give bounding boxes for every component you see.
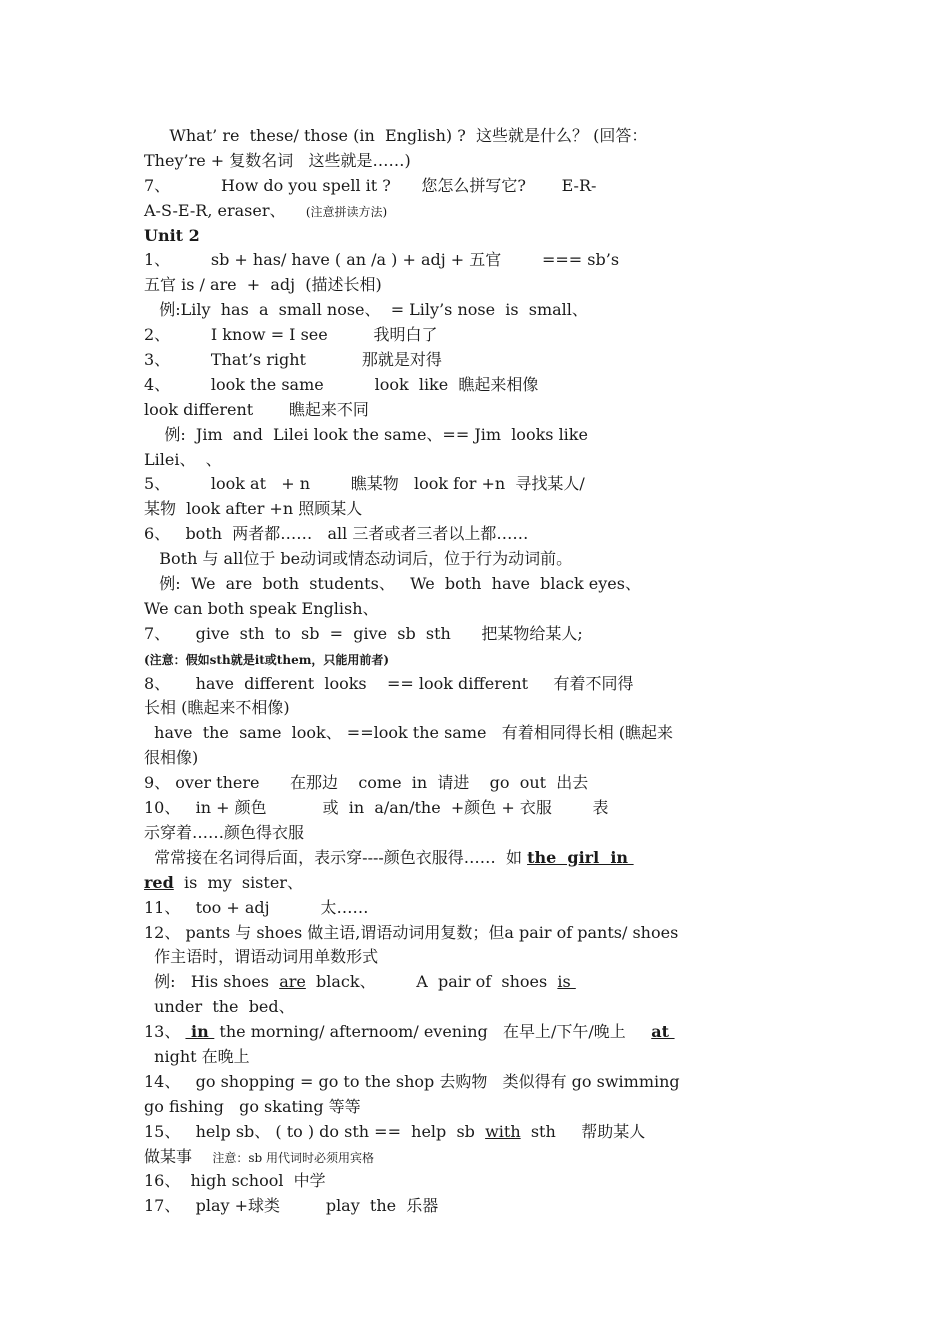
text-segment: 示穿着……颜色得衣服: [144, 822, 305, 842]
text-segment: (注意拼读方法): [305, 204, 388, 219]
text-segment: 8、 have different looks == look different 有着不同得: [144, 673, 634, 693]
text-line: [144, 174, 808, 199]
text-segment: 16、 high school 中学: [144, 1171, 326, 1191]
text-segment: night 在晚上: [144, 1046, 250, 1066]
text-segment: 例:Lily has a small nose、 = Lily’s nose is small、: [144, 300, 588, 320]
text-line: [144, 622, 808, 647]
text-segment: 6、 both 两者都…… all 三者或者三者以上都……: [144, 524, 529, 544]
text-segment: 15、 help sb、 ( to ) do sth == help sb: [144, 1121, 486, 1141]
text-segment: 4、 look the same look like 瞧起来相像: [144, 374, 539, 394]
text-segment: is my sister、: [173, 872, 303, 892]
text-line: [144, 224, 808, 249]
text-line: [144, 1095, 808, 1120]
text-segment: 例: His shoes: [144, 972, 280, 992]
text-segment: 7、 give sth to sb = give sb sth 把某物给某人;: [144, 623, 583, 643]
text-segment: go fishing go skating 等等: [144, 1096, 361, 1116]
text-segment: the girl in: [527, 847, 634, 867]
text-segment: 五官 is / are + adj (描述长相): [144, 275, 382, 295]
text-segment: at: [651, 1022, 675, 1042]
text-line: [144, 547, 808, 572]
text-segment: 常常接在名词得后面，表示穿----颜色衣服得…… 如: [144, 847, 528, 867]
text-segment: 2、 I know = I see 我明白了: [144, 325, 438, 345]
text-segment: 注意：sb 用代词时必须用宾格: [212, 1150, 375, 1165]
text-line: [144, 472, 808, 497]
text-segment: What’ re these/ those (in English) ? 这些就是什么？ (回答：: [144, 126, 648, 145]
text-line: [144, 945, 808, 970]
document-body: [144, 124, 808, 1219]
text-line: [144, 497, 808, 522]
text-segment: 13、: [144, 1022, 186, 1042]
text-segment: 12、 pants 与 shoes 做主语,谓语动词用复数；但a pair of pants/ shoes: [144, 922, 679, 942]
text-line: [144, 1169, 808, 1194]
text-line: [144, 298, 808, 323]
text-segment: (注意：假如sth就是it或them，只能用前者): [144, 652, 390, 667]
text-line: [144, 647, 808, 672]
text-line: [144, 796, 808, 821]
text-line: [144, 896, 808, 921]
text-segment: 9、 over there 在那边 come in 请进 go out 出去: [144, 773, 589, 793]
text-segment: 1、 sb + has/ have ( an /a ) + adj + 五官 === sb’s: [144, 250, 620, 270]
text-segment: 长相 (瞧起来不相像): [144, 698, 290, 718]
text-line: [144, 248, 808, 273]
text-segment: red: [144, 872, 174, 892]
text-segment: with: [485, 1121, 521, 1141]
text-line: [144, 1020, 808, 1045]
text-line: [144, 423, 808, 448]
text-segment: the morning/ afternoom/ evening 在早上/下午/晚上: [214, 1022, 652, 1042]
text-segment: 某物 look after +n 照顾某人: [144, 499, 363, 519]
text-line: [144, 721, 808, 746]
text-line: [144, 1194, 808, 1219]
text-line: [144, 522, 808, 547]
text-segment: Lilei、 、: [144, 449, 222, 469]
text-segment: black、 A pair of shoes: [305, 972, 558, 992]
text-line: [144, 572, 808, 597]
text-segment: 很相像): [144, 748, 199, 768]
text-line: [144, 348, 808, 373]
text-segment: 做某事: [144, 1146, 213, 1166]
text-line: [144, 846, 808, 871]
text-segment: have the same look、 ==look the same 有着相同得长相 (瞧起来: [144, 723, 674, 743]
text-line: [144, 1070, 808, 1095]
text-segment: Unit 2: [144, 225, 200, 245]
text-line: [144, 199, 808, 224]
text-segment: A-S-E-R, eraser、: [144, 200, 306, 220]
text-segment: 10、 in + 颜色 或 in a/an/the +颜色 + 衣服 表: [144, 798, 609, 818]
text-segment: is: [557, 972, 576, 992]
text-line: [144, 696, 808, 721]
text-segment: 17、 play +球类 play the 乐器: [144, 1196, 439, 1216]
text-segment: 例: We are both students、 We both have black eyes、: [144, 574, 641, 594]
text-segment: in: [185, 1022, 215, 1042]
text-segment: Both 与 all位于 be动词或情态动词后，位于行为动词前。: [144, 549, 573, 569]
text-line: [144, 124, 808, 149]
text-segment: 7、 How do you spell it ? 您怎么拼写它? E-R-: [144, 175, 597, 195]
text-segment: 14、 go shopping = go to the shop 去购物 类似得有 go swimming: [144, 1071, 680, 1091]
text-segment: 11、 too + adj 太……: [144, 897, 369, 917]
text-line: [144, 1120, 808, 1145]
text-line: [144, 871, 808, 896]
text-segment: are: [279, 972, 306, 992]
text-segment: look different 瞧起来不同: [144, 399, 369, 419]
text-segment: 例: Jim and Lilei look the same、== Jim looks like: [144, 424, 588, 444]
text-segment: sth 帮助某人: [520, 1121, 646, 1141]
text-line: [144, 821, 808, 846]
text-line: [144, 921, 808, 946]
text-line: [144, 398, 808, 423]
text-segment: 5、 look at + n 瞧某物 look for +n 寻找某人/: [144, 474, 585, 494]
text-segment: under the bed、: [144, 997, 295, 1017]
text-line: [144, 373, 808, 398]
text-segment: We can both speak English、: [144, 598, 379, 618]
text-line: [144, 1145, 808, 1170]
text-segment: 作主语时，谓语动词用单数形式: [144, 947, 379, 967]
text-line: [144, 995, 808, 1020]
text-segment: 3、 That’s right 那就是对得: [144, 350, 442, 370]
text-line: [144, 771, 808, 796]
text-line: [144, 149, 808, 174]
text-line: [144, 1045, 808, 1070]
text-line: [144, 597, 808, 622]
text-line: [144, 746, 808, 771]
text-line: [144, 273, 808, 298]
text-line: [144, 323, 808, 348]
text-segment: They’re + 复数名词 这些就是……): [144, 150, 411, 170]
text-line: [144, 970, 808, 995]
text-line: [144, 448, 808, 473]
text-line: [144, 672, 808, 697]
